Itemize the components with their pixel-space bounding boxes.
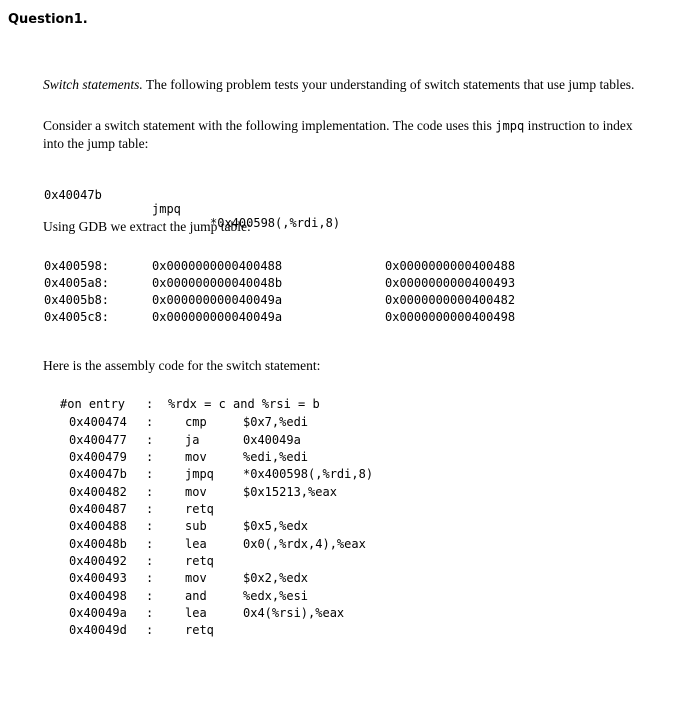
consider-part2: instruction to index into the jump table: bbox=[43, 118, 633, 151]
gdb-text: Using GDB we extract the jump table: bbox=[43, 219, 251, 234]
asm-args: $0x7,%edi bbox=[243, 415, 309, 429]
jump-table-row bbox=[44, 310, 516, 328]
asm-addr: 0x40048b bbox=[69, 537, 127, 551]
consider-part1: Consider a switch statement with the following implementation. The code uses this bbox=[43, 118, 496, 133]
asm-addr: 0x400482 bbox=[69, 485, 127, 499]
jt-value-1: 0x000000000040049a bbox=[152, 310, 283, 324]
asm-line bbox=[69, 537, 366, 555]
asm-line bbox=[69, 554, 214, 572]
asm-args: %edx,%esi bbox=[243, 589, 309, 603]
asm-line bbox=[69, 450, 309, 468]
jt-value-2: 0x0000000000400498 bbox=[385, 310, 516, 324]
asm-addr: 0x400474 bbox=[69, 415, 127, 429]
asm-op: retq bbox=[185, 502, 214, 516]
asm-op: mov bbox=[185, 450, 207, 464]
asm-colon: : bbox=[146, 433, 154, 447]
asm-line bbox=[69, 571, 309, 589]
jt-value-1: 0x000000000040049a bbox=[152, 293, 283, 307]
asm-op: sub bbox=[185, 519, 207, 533]
asm-colon: : bbox=[146, 623, 154, 637]
asm-addr: 0x400493 bbox=[69, 571, 127, 585]
asm-op: ja bbox=[185, 433, 200, 447]
jump-table-row bbox=[44, 259, 516, 277]
asm-line bbox=[69, 467, 374, 485]
asm-args: %edi,%edi bbox=[243, 450, 309, 464]
entry-colon: : bbox=[146, 397, 154, 411]
asm-addr: 0x400479 bbox=[69, 450, 127, 464]
asm-colon: : bbox=[146, 554, 154, 568]
jt-value-1: 0x0000000000400488 bbox=[152, 259, 283, 273]
asm-addr: 0x40049d bbox=[69, 623, 127, 637]
jt-addr: 0x4005c8: bbox=[44, 310, 110, 324]
jt-value-2: 0x0000000000400482 bbox=[385, 293, 516, 307]
jmp-line-op: jmpq bbox=[152, 202, 181, 216]
asm-colon: : bbox=[146, 571, 154, 585]
asm-colon: : bbox=[146, 415, 154, 429]
asm-addr: 0x400477 bbox=[69, 433, 127, 447]
asm-args: $0x15213,%eax bbox=[243, 485, 337, 499]
consider-paragraph bbox=[43, 117, 643, 152]
asm-op: mov bbox=[185, 485, 207, 499]
asm-args: 0x4(%rsi),%eax bbox=[243, 606, 345, 620]
jump-table-row bbox=[44, 276, 516, 294]
asm-addr: 0x40049a bbox=[69, 606, 127, 620]
asm-line bbox=[69, 623, 214, 641]
entry-desc: %rdx = c and %rsi = b bbox=[168, 397, 320, 411]
asm-colon: : bbox=[146, 467, 154, 481]
entry-line bbox=[60, 397, 460, 415]
asm-args: *0x400598(,%rdi,8) bbox=[243, 467, 374, 481]
asm-colon: : bbox=[146, 502, 154, 516]
asm-op: and bbox=[185, 589, 207, 603]
jt-value-1: 0x000000000040048b bbox=[152, 276, 283, 290]
asm-op: retq bbox=[185, 623, 214, 637]
jump-table-row bbox=[44, 293, 516, 311]
asm-line bbox=[69, 485, 337, 503]
jt-addr: 0x4005a8: bbox=[44, 276, 110, 290]
intro-text: The following problem tests your understanding of switch statements that use jump tables. bbox=[142, 77, 635, 92]
asm-op: lea bbox=[185, 537, 207, 551]
asm-addr: 0x400487 bbox=[69, 502, 127, 516]
asm-addr: 0x400492 bbox=[69, 554, 127, 568]
intro-topic: Switch statements. bbox=[43, 77, 143, 92]
asm-line bbox=[69, 502, 214, 520]
jt-addr: 0x400598: bbox=[44, 259, 110, 273]
consider-code: jmpq bbox=[495, 119, 525, 133]
asm-line bbox=[69, 415, 309, 433]
asm-colon: : bbox=[146, 537, 154, 551]
asm-args: 0x40049a bbox=[243, 433, 301, 447]
asm-colon: : bbox=[146, 606, 154, 620]
asm-colon: : bbox=[146, 519, 154, 533]
asm-line bbox=[69, 589, 309, 607]
asm-line bbox=[69, 606, 345, 624]
asm-args: $0x5,%edx bbox=[243, 519, 309, 533]
asm-colon: : bbox=[146, 485, 154, 499]
jt-value-2: 0x0000000000400488 bbox=[385, 259, 516, 273]
asm-text: Here is the assembly code for the switch statement: bbox=[43, 358, 321, 373]
asm-op: mov bbox=[185, 571, 207, 585]
asm-line bbox=[69, 433, 301, 451]
jt-addr: 0x4005b8: bbox=[44, 293, 110, 307]
asm-colon: : bbox=[146, 450, 154, 464]
asm-op: jmpq bbox=[185, 467, 214, 481]
question-title: Question1. bbox=[8, 12, 88, 27]
asm-op: retq bbox=[185, 554, 214, 568]
jmp-line-arg: *0x400598(,%rdi,8) bbox=[210, 216, 341, 230]
jmp-line-addr: 0x40047b bbox=[44, 188, 102, 202]
entry-label: #on entry bbox=[60, 397, 126, 411]
jt-value-2: 0x0000000000400493 bbox=[385, 276, 516, 290]
asm-colon: : bbox=[146, 589, 154, 603]
asm-op: lea bbox=[185, 606, 207, 620]
asm-addr: 0x400488 bbox=[69, 519, 127, 533]
asm-addr: 0x400498 bbox=[69, 589, 127, 603]
asm-line bbox=[69, 519, 309, 537]
asm-op: cmp bbox=[185, 415, 207, 429]
asm-args: 0x0(,%rdx,4),%eax bbox=[243, 537, 366, 551]
intro-paragraph bbox=[43, 76, 643, 93]
asm-args: $0x2,%edx bbox=[243, 571, 309, 585]
asm-addr: 0x40047b bbox=[69, 467, 127, 481]
